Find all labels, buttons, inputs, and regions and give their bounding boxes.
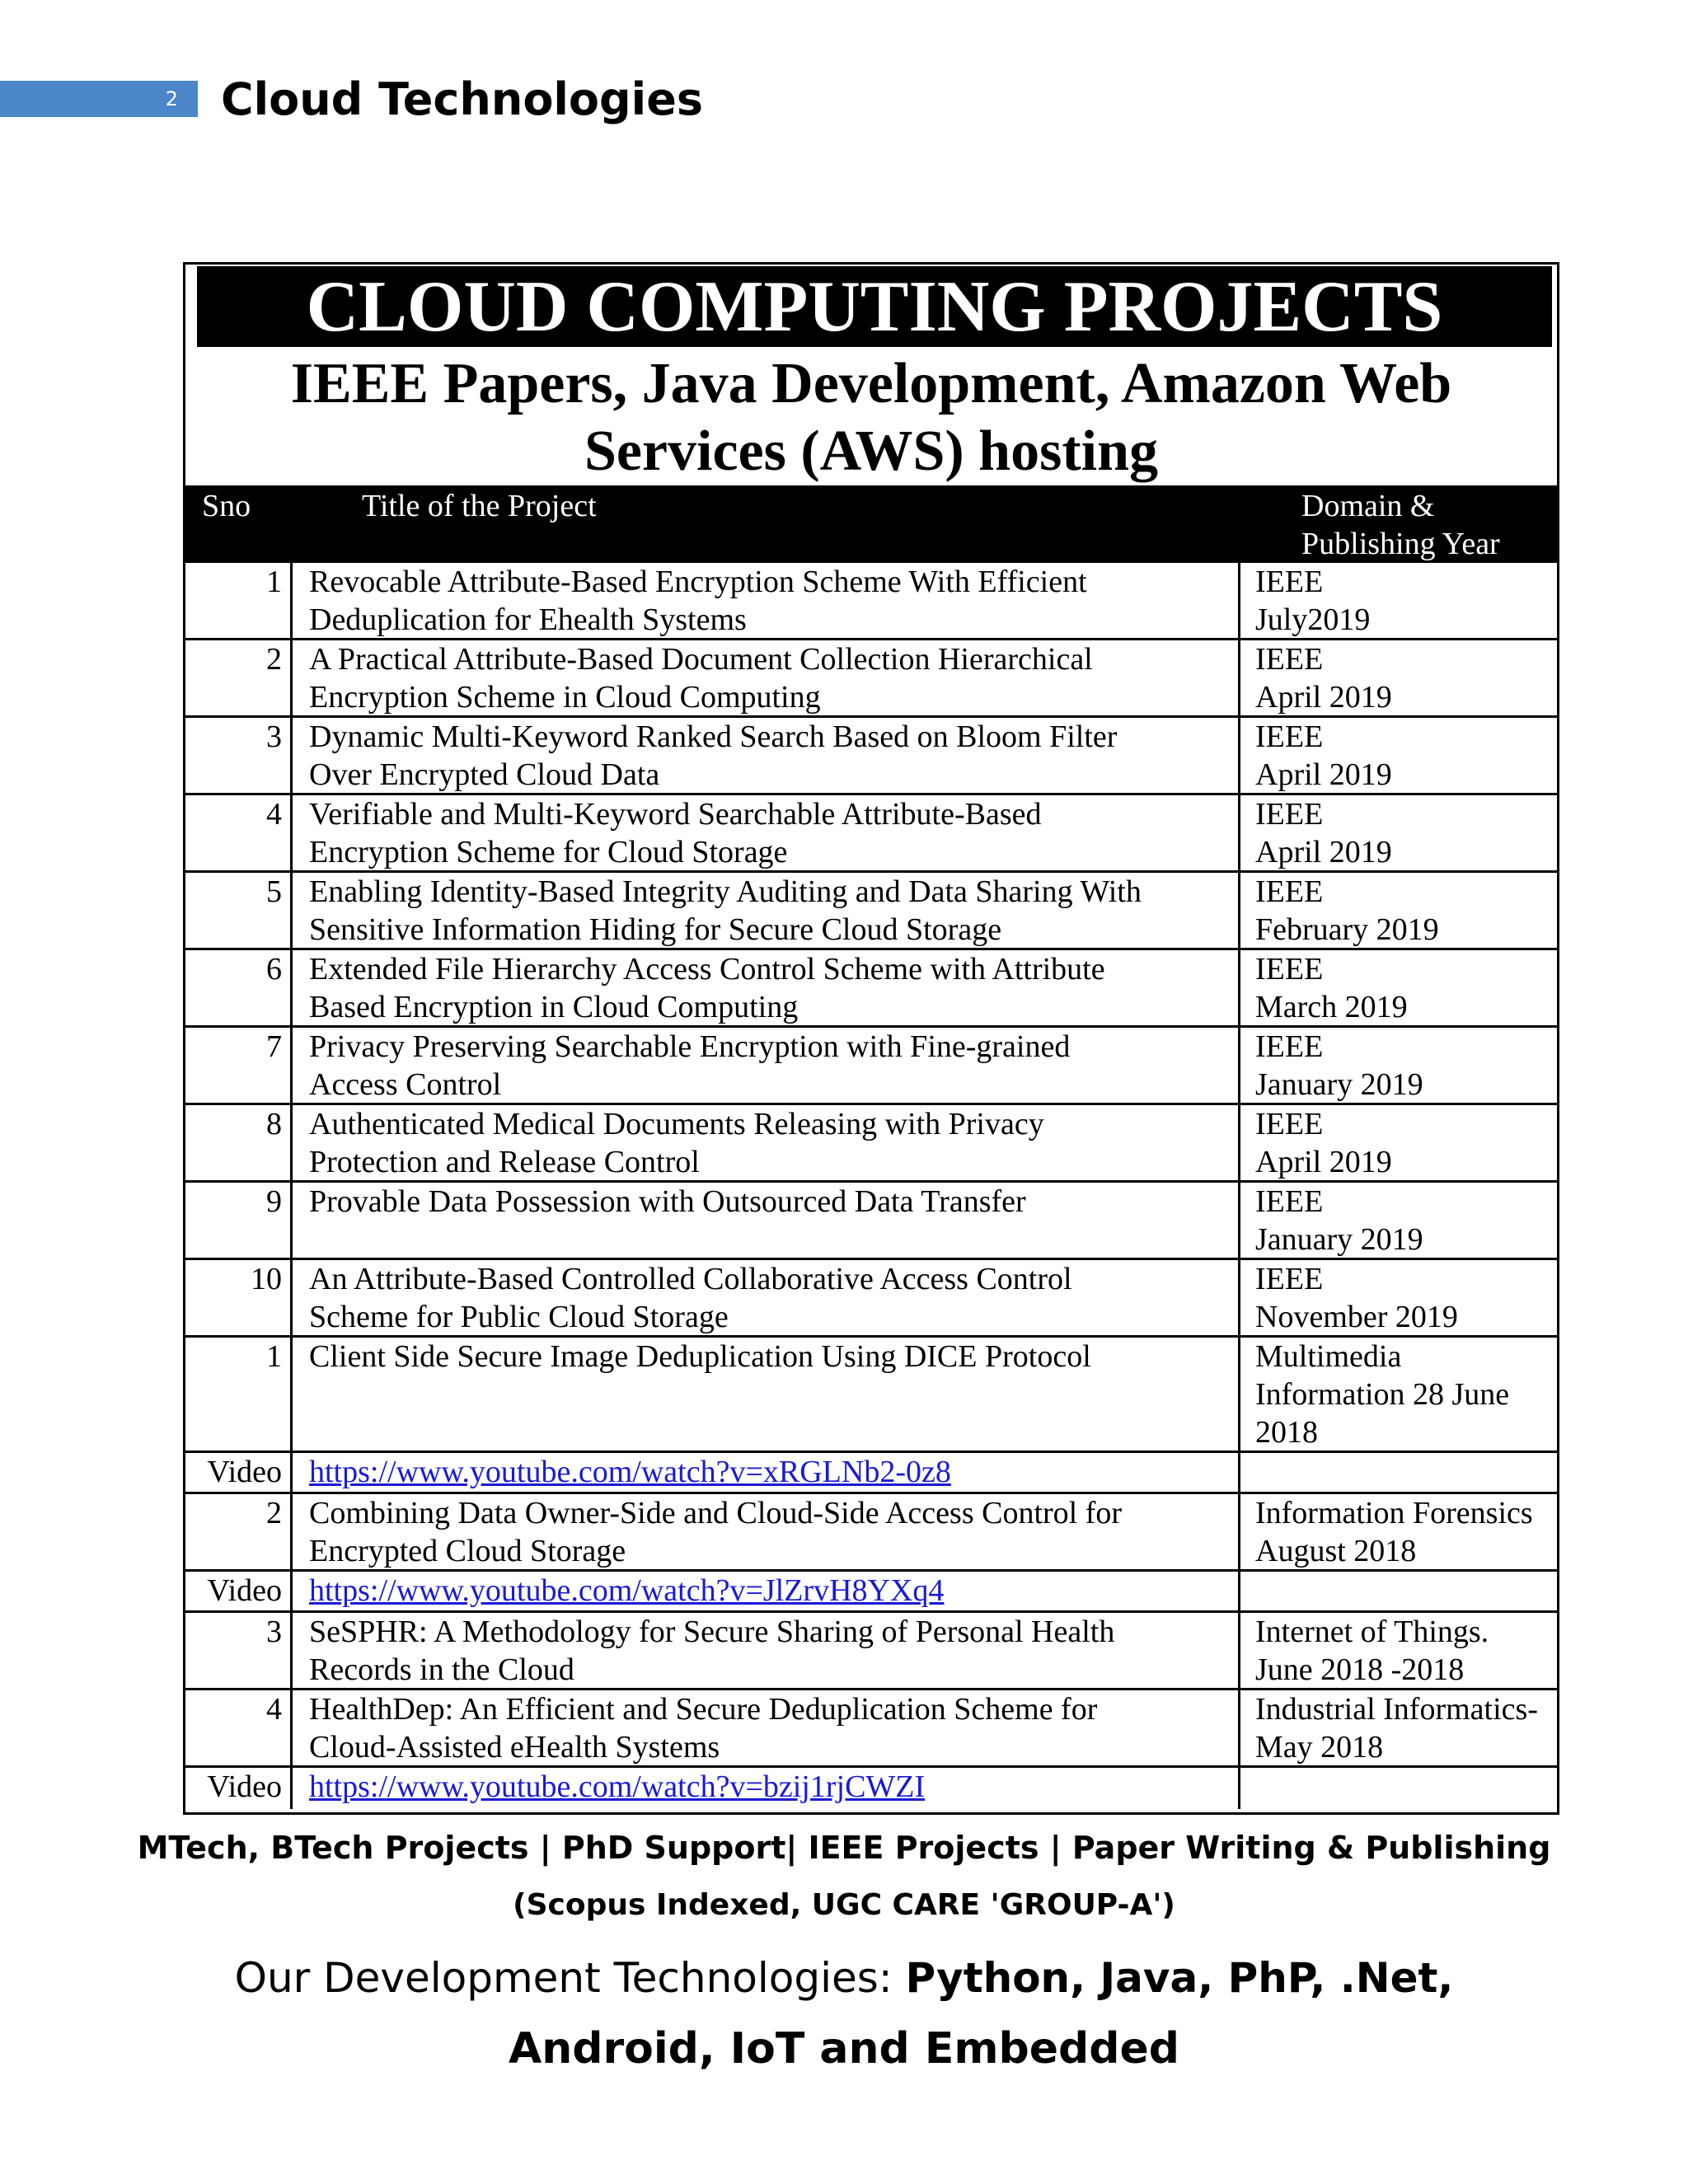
domain-line: Multimedia [1255,1339,1402,1374]
domain-line: November 2019 [1255,1300,1458,1334]
cell-domain [1240,1453,1557,1492]
domain-line: July2019 [1255,602,1371,637]
title-line [309,1413,1230,1451]
cell-sno: Video [185,1572,293,1610]
cell-title [293,1028,1240,1103]
table-row [185,1105,1557,1183]
title-line: HealthDep: An Efficient and Secure Deduplication Scheme for [309,1692,1098,1727]
title-line: Provable Data Possession with Outsourced Data Transfer [309,1184,1026,1219]
title-line: An Attribute-Based Controlled Collaborative Access Control [309,1262,1072,1296]
cell-sno: 1 [185,563,293,638]
page-number: 2 [0,81,198,117]
cell-sno: Video [185,1453,293,1492]
title-line [309,1376,1230,1413]
cell-title [293,1260,1240,1335]
title-line: Privacy Preserving Searchable Encryption with Fine-grained [309,1029,1071,1064]
page-header-title: Cloud Technologies [221,73,703,125]
title-line: Encryption Scheme for Cloud Storage [309,835,788,869]
domain-line: IEEE [1255,642,1324,677]
video-link[interactable]: https://www.youtube.com/watch?v=bzij1rjCWZI [309,1769,926,1804]
cell-sno: 2 [185,640,293,715]
table-row [185,1494,1557,1572]
title-line: Extended File Hierarchy Access Control Scheme with Attribute [309,952,1105,987]
cell-domain [1240,873,1557,948]
footer-indexing: (Scopus Indexed, UGC CARE 'GROUP-A') [513,1888,1175,1922]
cell-domain [1240,1183,1557,1258]
cell-sno: 4 [185,1690,293,1765]
domain-line: Information 28 June [1255,1377,1510,1412]
table-body [185,563,1557,1809]
cell-title [293,1768,1240,1809]
table-row [185,1690,1557,1768]
cell-domain [1240,1768,1557,1809]
footer-technologies-list: Python, Java, PhP, .Net, [905,1954,1454,2002]
title-line [309,1221,1230,1258]
cell-title [293,1453,1240,1492]
subtitle-line-2: Services (AWS) hosting [584,419,1159,483]
cell-sno: 2 [185,1494,293,1569]
domain-line: April 2019 [1255,1145,1392,1179]
cell-sno: 3 [185,718,293,793]
cell-title [293,1338,1240,1451]
cell-title [293,1613,1240,1688]
cell-domain [1240,563,1557,638]
cell-title [293,795,1240,870]
cell-sno: 7 [185,1028,293,1103]
domain-line: Information Forensics [1255,1496,1533,1530]
cell-domain [1240,1260,1557,1335]
domain-line: IEEE [1255,1029,1324,1064]
cell-domain [1240,1494,1557,1569]
domain-line: March 2019 [1255,990,1408,1024]
table-row [185,795,1557,873]
domain-line: IEEE [1255,874,1324,909]
cell-title [293,950,1240,1025]
title-line: Combining Data Owner-Side and Cloud-Side Access Control for [309,1496,1123,1530]
video-row [185,1453,1557,1494]
cell-title [293,1494,1240,1569]
cell-domain [1240,950,1557,1025]
title-line: Protection and Release Control [309,1145,700,1179]
domain-line: IEEE [1255,1107,1324,1141]
footer-technologies [0,1945,1688,2011]
cell-sno: 5 [185,873,293,948]
cell-sno: 3 [185,1613,293,1688]
domain-line: IEEE [1255,719,1324,754]
title-line: Over Encrypted Cloud Data [309,757,660,792]
title-line: Access Control [309,1067,502,1102]
cell-sno: Video [185,1768,293,1809]
cell-domain [1240,640,1557,715]
cell-title [293,718,1240,793]
table-row [185,1338,1557,1453]
title-line: Client Side Secure Image Deduplication Using DICE Protocol [309,1339,1091,1374]
cell-title [293,1690,1240,1765]
title-line: Authenticated Medical Documents Releasing with Privacy [309,1107,1044,1141]
table-row [185,640,1557,718]
banner-title: CLOUD COMPUTING PROJECTS [197,266,1552,347]
title-line: SeSPHR: A Methodology for Secure Sharing of Personal Health [309,1615,1115,1649]
domain-line: Internet of Things. [1255,1615,1489,1649]
video-link[interactable]: https://www.youtube.com/watch?v=xRGLNb2-0z8 [309,1455,951,1489]
cell-domain [1240,795,1557,870]
domain-line: June 2018 -2018 [1255,1652,1465,1687]
domain-line: April 2019 [1255,680,1392,715]
header-title: Title of the Project [362,489,597,523]
title-line: Encryption Scheme in Cloud Computing [309,680,821,715]
domain-line: IEEE [1255,797,1324,832]
title-line: Deduplication for Ehealth Systems [309,602,747,637]
domain-line: April 2019 [1255,757,1392,792]
cell-sno: 4 [185,795,293,870]
title-line: Verifiable and Multi-Keyword Searchable Attribute-Based [309,797,1042,832]
table-row [185,1613,1557,1690]
cell-sno: 1 [185,1338,293,1451]
video-row [185,1768,1557,1809]
title-line: Based Encryption in Cloud Computing [309,990,799,1024]
table-row [185,563,1557,640]
table-header-row [185,485,1557,563]
title-line: Records in the Cloud [309,1652,574,1687]
cell-sno: 6 [185,950,293,1025]
cell-title [293,563,1240,638]
cell-title [293,1572,1240,1610]
title-line: Sensitive Information Hiding for Secure Cloud Storage [309,912,1002,947]
cell-sno: 10 [185,1260,293,1335]
cell-title [293,1183,1240,1258]
projects-table [183,262,1559,1815]
title-line: A Practical Attribute-Based Document Collection Hierarchical [309,642,1093,677]
cell-domain [1240,1105,1557,1180]
cell-sno: 8 [185,1105,293,1180]
domain-line: January 2019 [1255,1067,1423,1102]
table-row [185,1260,1557,1338]
domain-line: IEEE [1255,565,1324,599]
table-row [185,950,1557,1028]
cell-domain [1240,718,1557,793]
cell-domain [1240,1613,1557,1688]
cell-domain [1240,1028,1557,1103]
domain-line: May 2018 [1255,1730,1384,1765]
cell-title [293,873,1240,948]
title-line: Cloud-Assisted eHealth Systems [309,1730,720,1765]
video-link[interactable]: https://www.youtube.com/watch?v=JlZrvH8YXq4 [309,1573,945,1608]
header-domain-line-2: Publishing Year [1301,527,1500,561]
title-line: Scheme for Public Cloud Storage [309,1300,729,1334]
table-row [185,1183,1557,1260]
domain-line: February 2019 [1255,912,1439,947]
video-row [185,1572,1557,1613]
domain-line: August 2018 [1255,1534,1417,1568]
cell-title [293,640,1240,715]
footer-services: MTech, BTech Projects | PhD Support| IEEE Projects | Paper Writing & Publishing [137,1830,1551,1866]
domain-line: Industrial Informatics- [1255,1692,1538,1727]
cell-domain [1240,1690,1557,1765]
title-line: Revocable Attribute-Based Encryption Scheme With Efficient [309,565,1087,599]
title-line: Enabling Identity-Based Integrity Auditing and Data Sharing With [309,874,1142,909]
footer-technologies-cont: Android, IoT and Embedded [509,2024,1179,2074]
header-domain [1301,487,1549,563]
cell-domain [1240,1338,1557,1451]
cell-title [293,1105,1240,1180]
header-domain-line-1: Domain & [1301,489,1435,523]
banner-subtitle [185,350,1557,485]
domain-line: IEEE [1255,1262,1324,1296]
subtitle-line-1: IEEE Papers, Java Development, Amazon Web [290,352,1452,415]
domain-line: IEEE [1255,1184,1324,1219]
table-row [185,718,1557,795]
title-line: Encrypted Cloud Storage [309,1534,626,1568]
cell-sno: 9 [185,1183,293,1258]
domain-line: 2018 [1255,1415,1318,1450]
domain-line: April 2019 [1255,835,1392,869]
cell-domain [1240,1572,1557,1610]
footer-technologies-prefix: Our Development Technologies: [234,1954,906,2002]
domain-line: IEEE [1255,952,1324,987]
table-row [185,1028,1557,1105]
domain-line: January 2019 [1255,1222,1423,1257]
title-line: Dynamic Multi-Keyword Ranked Search Based on Bloom Filter [309,719,1118,754]
header-sno: Sno [202,489,251,523]
table-row [185,873,1557,950]
